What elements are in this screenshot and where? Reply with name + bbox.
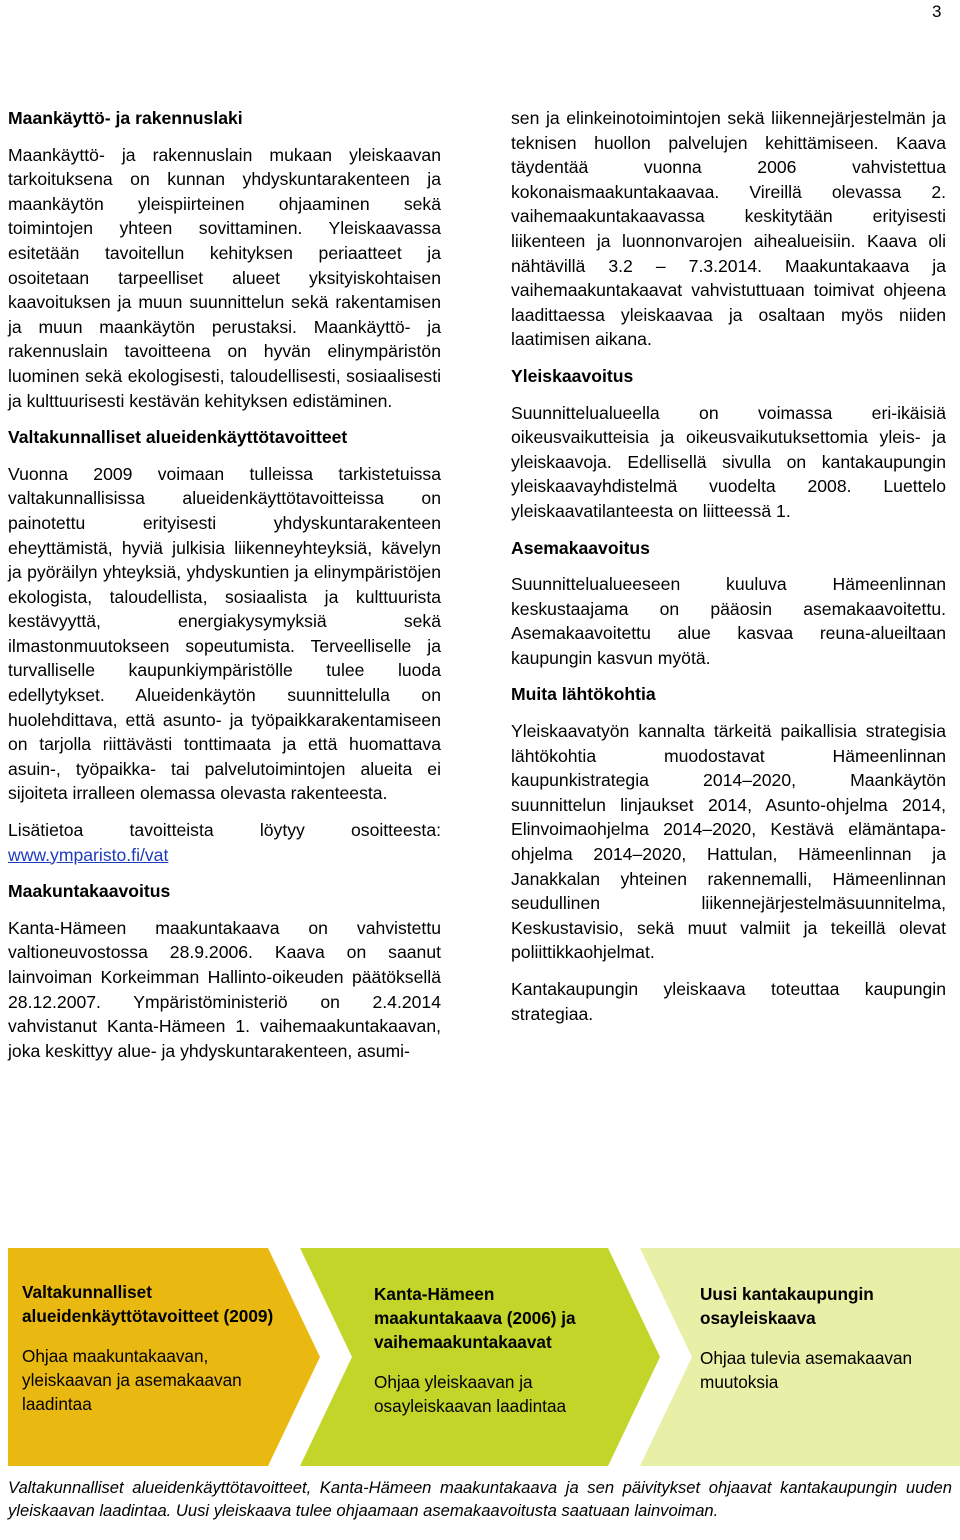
paragraph-maankaytto: Maankäyttö- ja rakennuslain mukaan yleiskaavan tarkoituksena on kunnan yhdyskuntarakenteen ja maankäytön yleispiirteinen ohjaaminen sekä toimintojen yhteen sovittaminen. Yleiskaavassa esitetään tavoitellun kehityksen periaatteet ja osoitetaan tarpeelliset alueet yksityiskohtaisen kaavoituksen ja muun suunnittelun sekä rakentamisen ja muun maankäytön perustaksi. Maankäyttö- ja rakennuslain tavoitteena on hyvän elinympäristön luominen sekä ekologisesti, taloudellisesti, sosiaalisesti ja kulttuurisesti kestävän kehityksen edistäminen. — [8, 144, 441, 411]
figure-caption: Valtakunnalliset alueidenkäyttötavoitteet, Kanta-Hämeen maakuntakaava ja sen päivitykset ohjaavat kantakaupungin uuden yleiskaavan laadintaa. Uusi yleiskaava tulee ohjaamaan asemakaavoitusta saatuaan lainvoiman. — [8, 1478, 952, 1520]
heading-maakuntakaavoitus: Maakuntakaavoitus — [8, 881, 171, 902]
flow-step-1-body: Ohjaa maakuntakaavan, yleiskaavan ja asemakaavan laadintaa — [22, 1346, 242, 1414]
paragraph-maakuntakaavoitus: Kanta-Hämeen maakuntakaava on vahvistettu valtioneuvostossa 28.9.2006. Kaava on saanut lainvoiman Korkeimman Hallinto-oikeuden päätöksellä 28.12.2007. Ympäristöministeriö on 2.4.2014 vahvistanut Kanta-Hämeen 1. vaihemaakuntakaavan, joka keskittyy alue- ja yhdyskuntarakenteen, asumi- — [8, 917, 441, 1061]
paragraph-lisatietoa: Lisätietoa tavoitteista löytyy osoitteesta: — [8, 820, 441, 841]
heading-muita-lahtokohtia: Muita lähtökohtia — [511, 684, 656, 705]
flow-step-2 — [374, 1282, 626, 1418]
flow-step-3-title: Uusi kantakaupungin osayleiskaava — [700, 1284, 874, 1328]
paragraph-kantakaupunki: Kantakaupungin yleiskaava toteuttaa kaupungin strategiaa. — [511, 979, 946, 1024]
heading-valtakunnalliset: Valtakunnalliset alueidenkäyttötavoitteet — [8, 427, 348, 448]
paragraph-muita-lahtokohtia: Yleiskaavatyön kannalta tärkeitä paikallisia strategisia lähtökohtia muodostavat Hämeenlinnan kaupunkistrategia 2014–2020, Maankäytön suunnittelun linjaukset 2014, Asunto-ohjelma 2014, Elinvoimaohjelma 2014–2020, Kestävä elämäntapa-ohjelma 2014–2020, Hattulan, Hämeenlinnan ja Janakkalan yhteinen rakennemalli, Hämeenlinnan seudullinen liikennejärjestelmäsuunnitelma, Keskustavisio, sekä muut valmiit ja tekeillä olevat poliittikkaohjelmat. — [511, 721, 946, 963]
page-number: 3 — [932, 2, 942, 21]
paragraph-valtakunnalliset: Vuonna 2009 voimaan tulleissa tarkistetuissa valtakunnallisissa alueidenkäyttötavoitteissa on painotettu erityisesti yhdyskuntarakenteen eheyttämistä, hyviä julkisia liikenneyhteyksiä, kävelyn ja pyöräilyn yhteyksiä, yhdyskuntien ja elinympäristöjen ekologista, taloudellista, sosiaalista ja kulttuurista kestävyyttä, energiakysymyksiä sekä ilmastonmuutokseen sopeutumista. Terveelliselle ja turvalliselle kaupunkiympäristölle tulee luoda edellytykset. Alueidenkäytön suunnittelulla on huolehdittava, että asunto- ja työpaikkarakentamiseen on tarjolla riittävästi tonttimaata ja että huomattava asuin-, työpaikka- tai palvelutoimintojen alueita ei sijoiteta irralleen olemassa olevasta rakenteesta. — [8, 463, 441, 804]
flow-step-1 — [22, 1280, 284, 1416]
flow-step-3 — [700, 1282, 940, 1394]
flow-step-2-title: Kanta-Hämeen maakuntakaava (2006) ja vaihemaakuntakaavat — [374, 1284, 576, 1352]
right-column — [511, 106, 946, 1038]
paragraph-yleiskaavoitus: Suunnittelualueella on voimassa eri-ikäisiä oikeusvaikutteisia ja oikeusvaikutuksettomia yleis- ja yleiskaavoja. Edellisellä sivulla on kantakaupungin yleiskaavayhdistelmä vuodelta 2008. Luettelo yleiskaavatilanteesta on liitteessä 1. — [511, 402, 946, 521]
paragraph-asemakaavoitus: Suunnittelualueeseen kuuluva Hämeenlinnan keskustaajama on pääosin asemakaavoitettu. Asemakaavoitettu alue kasvaa reuna-alueiltaan kaupungin kasvun myötä. — [511, 574, 946, 668]
heading-maankaytto: Maankäyttö- ja rakennuslaki — [8, 108, 243, 128]
ymparisto-link[interactable]: www.ymparisto.fi/vat — [8, 844, 169, 865]
flow-step-2-body: Ohjaa yleiskaavan ja osayleiskaavan laadintaa — [374, 1372, 567, 1416]
left-column — [8, 106, 441, 1075]
heading-asemakaavoitus: Asemakaavoitus — [511, 537, 650, 558]
flow-step-1-title: Valtakunnalliset alueidenkäyttötavoitteet (2009) — [22, 1282, 274, 1326]
flow-step-3-body: Ohjaa tulevia asemakaavan muutoksia — [700, 1348, 913, 1392]
planning-hierarchy-diagram — [0, 1248, 960, 1466]
paragraph-maakuntakaava-cont: sen ja elinkeinotoimintojen sekä liikennejärjestelmän ja teknisen huollon palvelujen kehittämiseen. Kaava täydentää vuonna 2006 vahvistettua kokonaismaakuntakaavaa. Vireillä olevassa 2. vaihemaakuntakaavassa keskitytään erityisesti liikenteen ja luonnonvarojen aihealueisiin. Kaava oli nähtävillä 3.2 – 7.3.2014. Maakuntakaava ja vaihemaakuntakaavat vahvistuttuaan toimivat ohjeena laadittaessa yleiskaavaa ja osaltaan myös niiden laatimisen aikana. — [511, 108, 946, 350]
heading-yleiskaavoitus: Yleiskaavoitus — [511, 365, 634, 386]
